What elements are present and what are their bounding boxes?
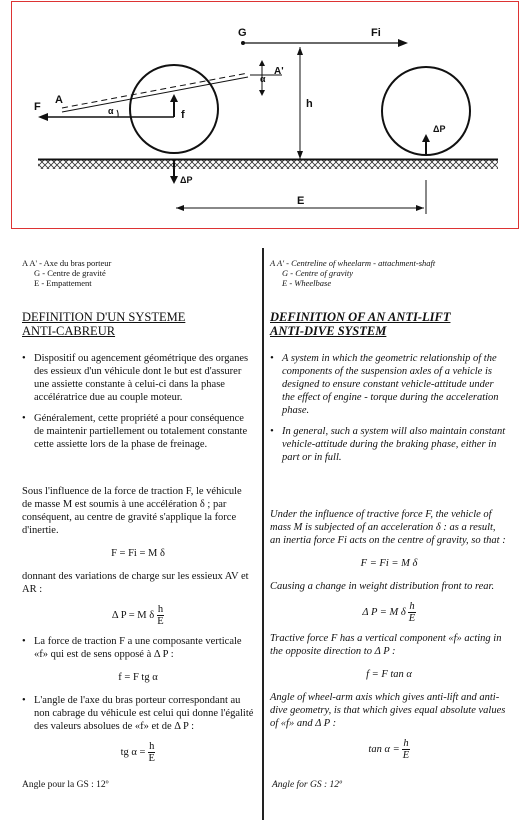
label-alpha-right: α: [260, 74, 266, 84]
english-para-4: Angle of wheel-arm axis which gives anti-lift and anti-dive geometry, is that which gives equal absolute values of «f» and Δ P :: [270, 692, 506, 729]
eq2-left: Δ P = M δ: [362, 606, 406, 618]
french-legend: [22, 258, 254, 288]
label-F: F: [34, 101, 41, 113]
english-title-line1: DEFINITION OF AN ANTI-LIFT: [270, 310, 451, 324]
eq2-fraction: $\frac{h}{E}$: [408, 601, 416, 624]
english-para-1: Under the influence of tractive force F, the vehicle of mass M is subjected of an acceleration δ : as a result, an inertia force Fi acts on the centre of gravity, so that :: [270, 509, 506, 546]
french-para-2: donnant des variations de charge sur les essieux AV et AR :: [22, 571, 249, 595]
french-bullet-1: • Dispositif ou agencement géométrique des organes des essieux d'un véhicule dont le but est d'assurer une assiette constante à celui-ci dans la phase accélératrice due au couple moteur.: [22, 352, 254, 404]
label-Fi: Fi: [371, 27, 381, 39]
ground-hatch: [38, 160, 498, 169]
label-h: h: [306, 98, 313, 110]
english-para-2: Causing a change in weight distribution front to rear.: [270, 581, 495, 592]
french-bullet-2: • Généralement, cette propriété a pour conséquence de maintenir partiellement ou totalement constante cette assiette lors de la phase de freinage.: [22, 412, 254, 451]
english-eq-1: F = Fi = M δ: [360, 558, 418, 569]
english-eq-4: [270, 738, 508, 761]
label-A: A: [55, 94, 63, 106]
french-eq-2: [22, 604, 254, 627]
english-eq-2: [270, 601, 508, 624]
english-para-3: Tractive force F has a vertical component «f» acting in the opposite direction to Δ P :: [270, 633, 502, 657]
legend-item: E - Empattement: [34, 278, 92, 288]
english-eq-3: f = F tan α: [366, 669, 412, 680]
english-bullet-1: • A system in which the geometric relationship of the components of the suspension axles of a vehicle is designed to ensure constant vehicle-attitude under the effect of engine - torque during the acceleration phase.: [270, 352, 508, 417]
french-para-1: Sous l'influence de la force de traction F, le véhicule de masse M est soumis à une accélération δ ; par conséquent, au centre de gravité s'applique la force d'inertie.: [22, 486, 242, 536]
legend-item: A A' - Axe du bras porteur: [22, 258, 112, 268]
french-title-line2: ANTI-CABREUR: [22, 324, 116, 338]
english-footer: Angle for GS : 12º: [272, 780, 342, 790]
french-eq-3: f = F tg α: [118, 672, 158, 683]
eq2-left: Δ P = M δ: [111, 609, 155, 621]
french-eq-1: F = Fi = M δ: [111, 548, 165, 559]
vehicle-geometry-diagram: [0, 0, 522, 230]
label-alpha-left: α: [108, 106, 114, 116]
french-bullet-3: • La force de traction F a une composante verticale «f» qui est de sens opposé à Δ P :: [22, 635, 254, 661]
label-dP-rear: ΔP: [433, 124, 446, 134]
label-dP-front: ΔP: [180, 175, 193, 185]
english-bullet-2: • In general, such a system will also maintain constant vehicle-attitude during the braking phase, either in part or in full.: [270, 425, 508, 464]
eq4-left: tg α =: [120, 746, 146, 758]
eq4-fraction: $\frac{h}{E}$: [148, 741, 155, 764]
english-legend: [270, 258, 508, 288]
french-title-line1: DEFINITION D'UN SYSTEME: [22, 310, 186, 324]
eq4-left: tan α =: [368, 743, 400, 755]
french-bullet-4: • L'angle de l'axe du bras porteur correspondant au non cabrage du véhicule est celui qui donne l'égalité des valeurs absolues de «f» et de Δ P :: [22, 694, 254, 733]
english-title-line2: ANTI-DIVE SYSTEM: [270, 324, 387, 338]
label-A-prime: A': [274, 66, 284, 77]
label-G: G: [238, 27, 247, 39]
english-column: [270, 258, 508, 761]
french-footer: Angle pour la GS : 12º: [22, 780, 109, 790]
legend-item: G - Centre de gravité: [34, 268, 106, 278]
legend-item: E - Wheelbase: [282, 278, 332, 288]
column-divider: [262, 248, 264, 820]
eq2-fraction: $\frac{h}{E}$: [157, 604, 164, 627]
label-f: f: [181, 109, 185, 121]
french-column: [22, 258, 254, 764]
eq4-fraction: $\frac{h}{E}$: [402, 738, 410, 761]
legend-item: A A' - Centreline of wheelarm - attachment-shaft: [270, 258, 436, 268]
french-eq-4: [22, 741, 254, 764]
label-E: E: [297, 195, 305, 207]
legend-item: G - Centre of gravity: [282, 268, 353, 278]
